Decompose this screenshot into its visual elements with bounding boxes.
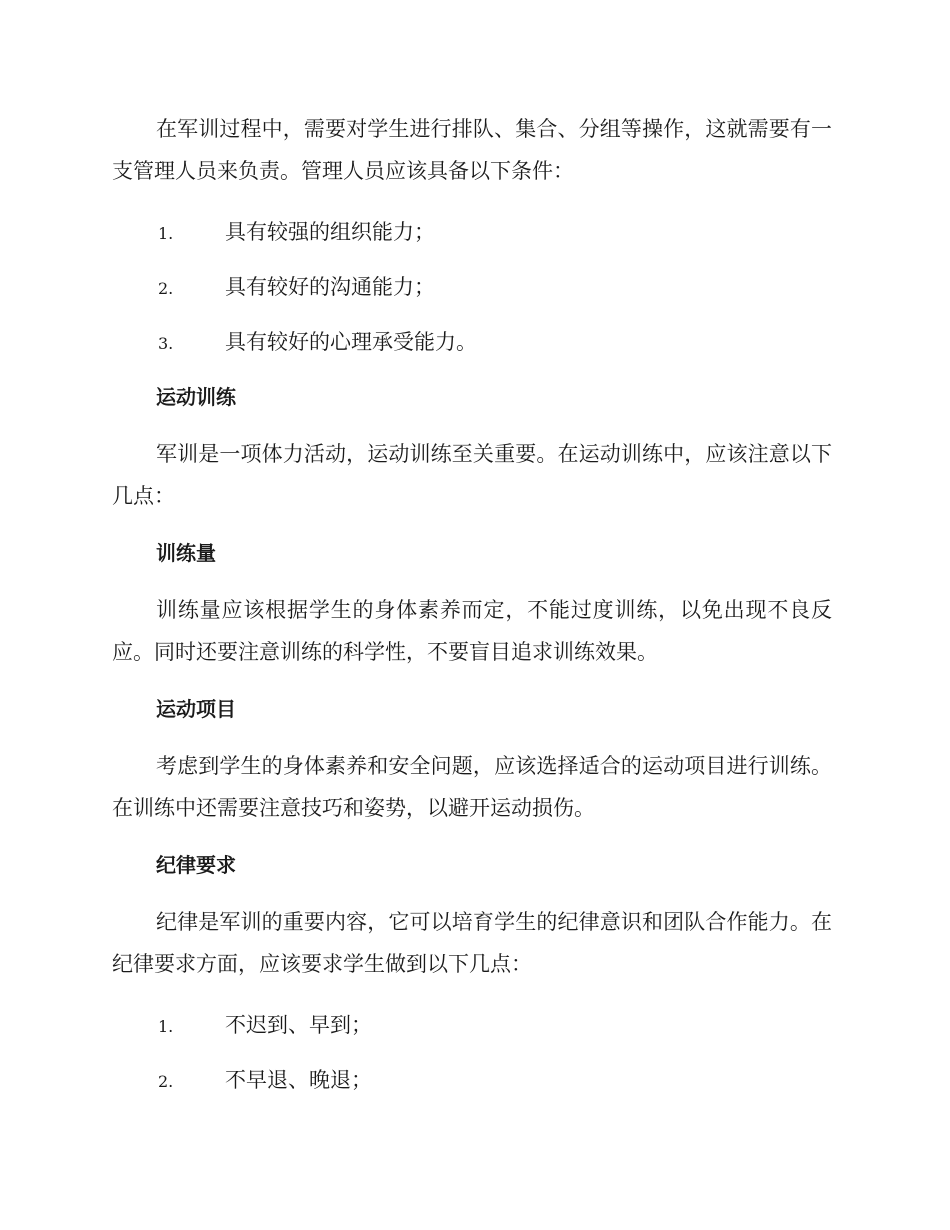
- intro-paragraph: 在军训过程中，需要对学生进行排队、集合、分组等操作，这就需要有一支管理人员来负责。管理人员应该具备以下条件：: [112, 117, 832, 183]
- items-paragraph: 考虑到学生的身体素养和安全问题，应该选择适合的运动项目进行训练。在训练中还需要注意技巧和姿势，以避开运动损伤。: [112, 754, 832, 820]
- list-text: 具有较强的组织能力；: [225, 220, 435, 244]
- list-number: 1.: [158, 1017, 174, 1036]
- section-heading-items: 运动项目: [156, 697, 236, 721]
- sport-paragraph: 军训是一项体力活动，运动训练至关重要。在运动训练中，应该注意以下几点：: [112, 442, 832, 508]
- list-number: 3.: [158, 334, 174, 353]
- list-text: 不早退、晚退；: [225, 1068, 372, 1092]
- volume-paragraph: 训练量应该根据学生的身体素养而定，不能过度训练，以免出现不良反应。同时还要注意训练的科学性，不要盲目追求训练效果。: [112, 598, 832, 664]
- list-text: 不迟到、早到；: [225, 1013, 372, 1037]
- section-heading-discipline: 纪律要求: [156, 853, 236, 877]
- list-number: 1.: [158, 224, 174, 243]
- section-heading-sport: 运动训练: [156, 385, 236, 409]
- list-item: [112, 998, 832, 1053]
- list-number: 2.: [158, 1072, 174, 1091]
- list-item: [112, 1053, 832, 1108]
- list-text: 具有较好的心理承受能力。: [225, 330, 477, 354]
- section-heading-volume: 训练量: [156, 541, 216, 565]
- list-item: [112, 260, 832, 315]
- list-number: 2.: [158, 279, 174, 298]
- list-item: [112, 205, 832, 260]
- discipline-paragraph: 纪律是军训的重要内容，它可以培育学生的纪律意识和团队合作能力。在纪律要求方面，应该要求学生做到以下几点：: [112, 910, 832, 976]
- list-text: 具有较好的沟通能力；: [225, 275, 435, 299]
- list-item: [112, 315, 832, 370]
